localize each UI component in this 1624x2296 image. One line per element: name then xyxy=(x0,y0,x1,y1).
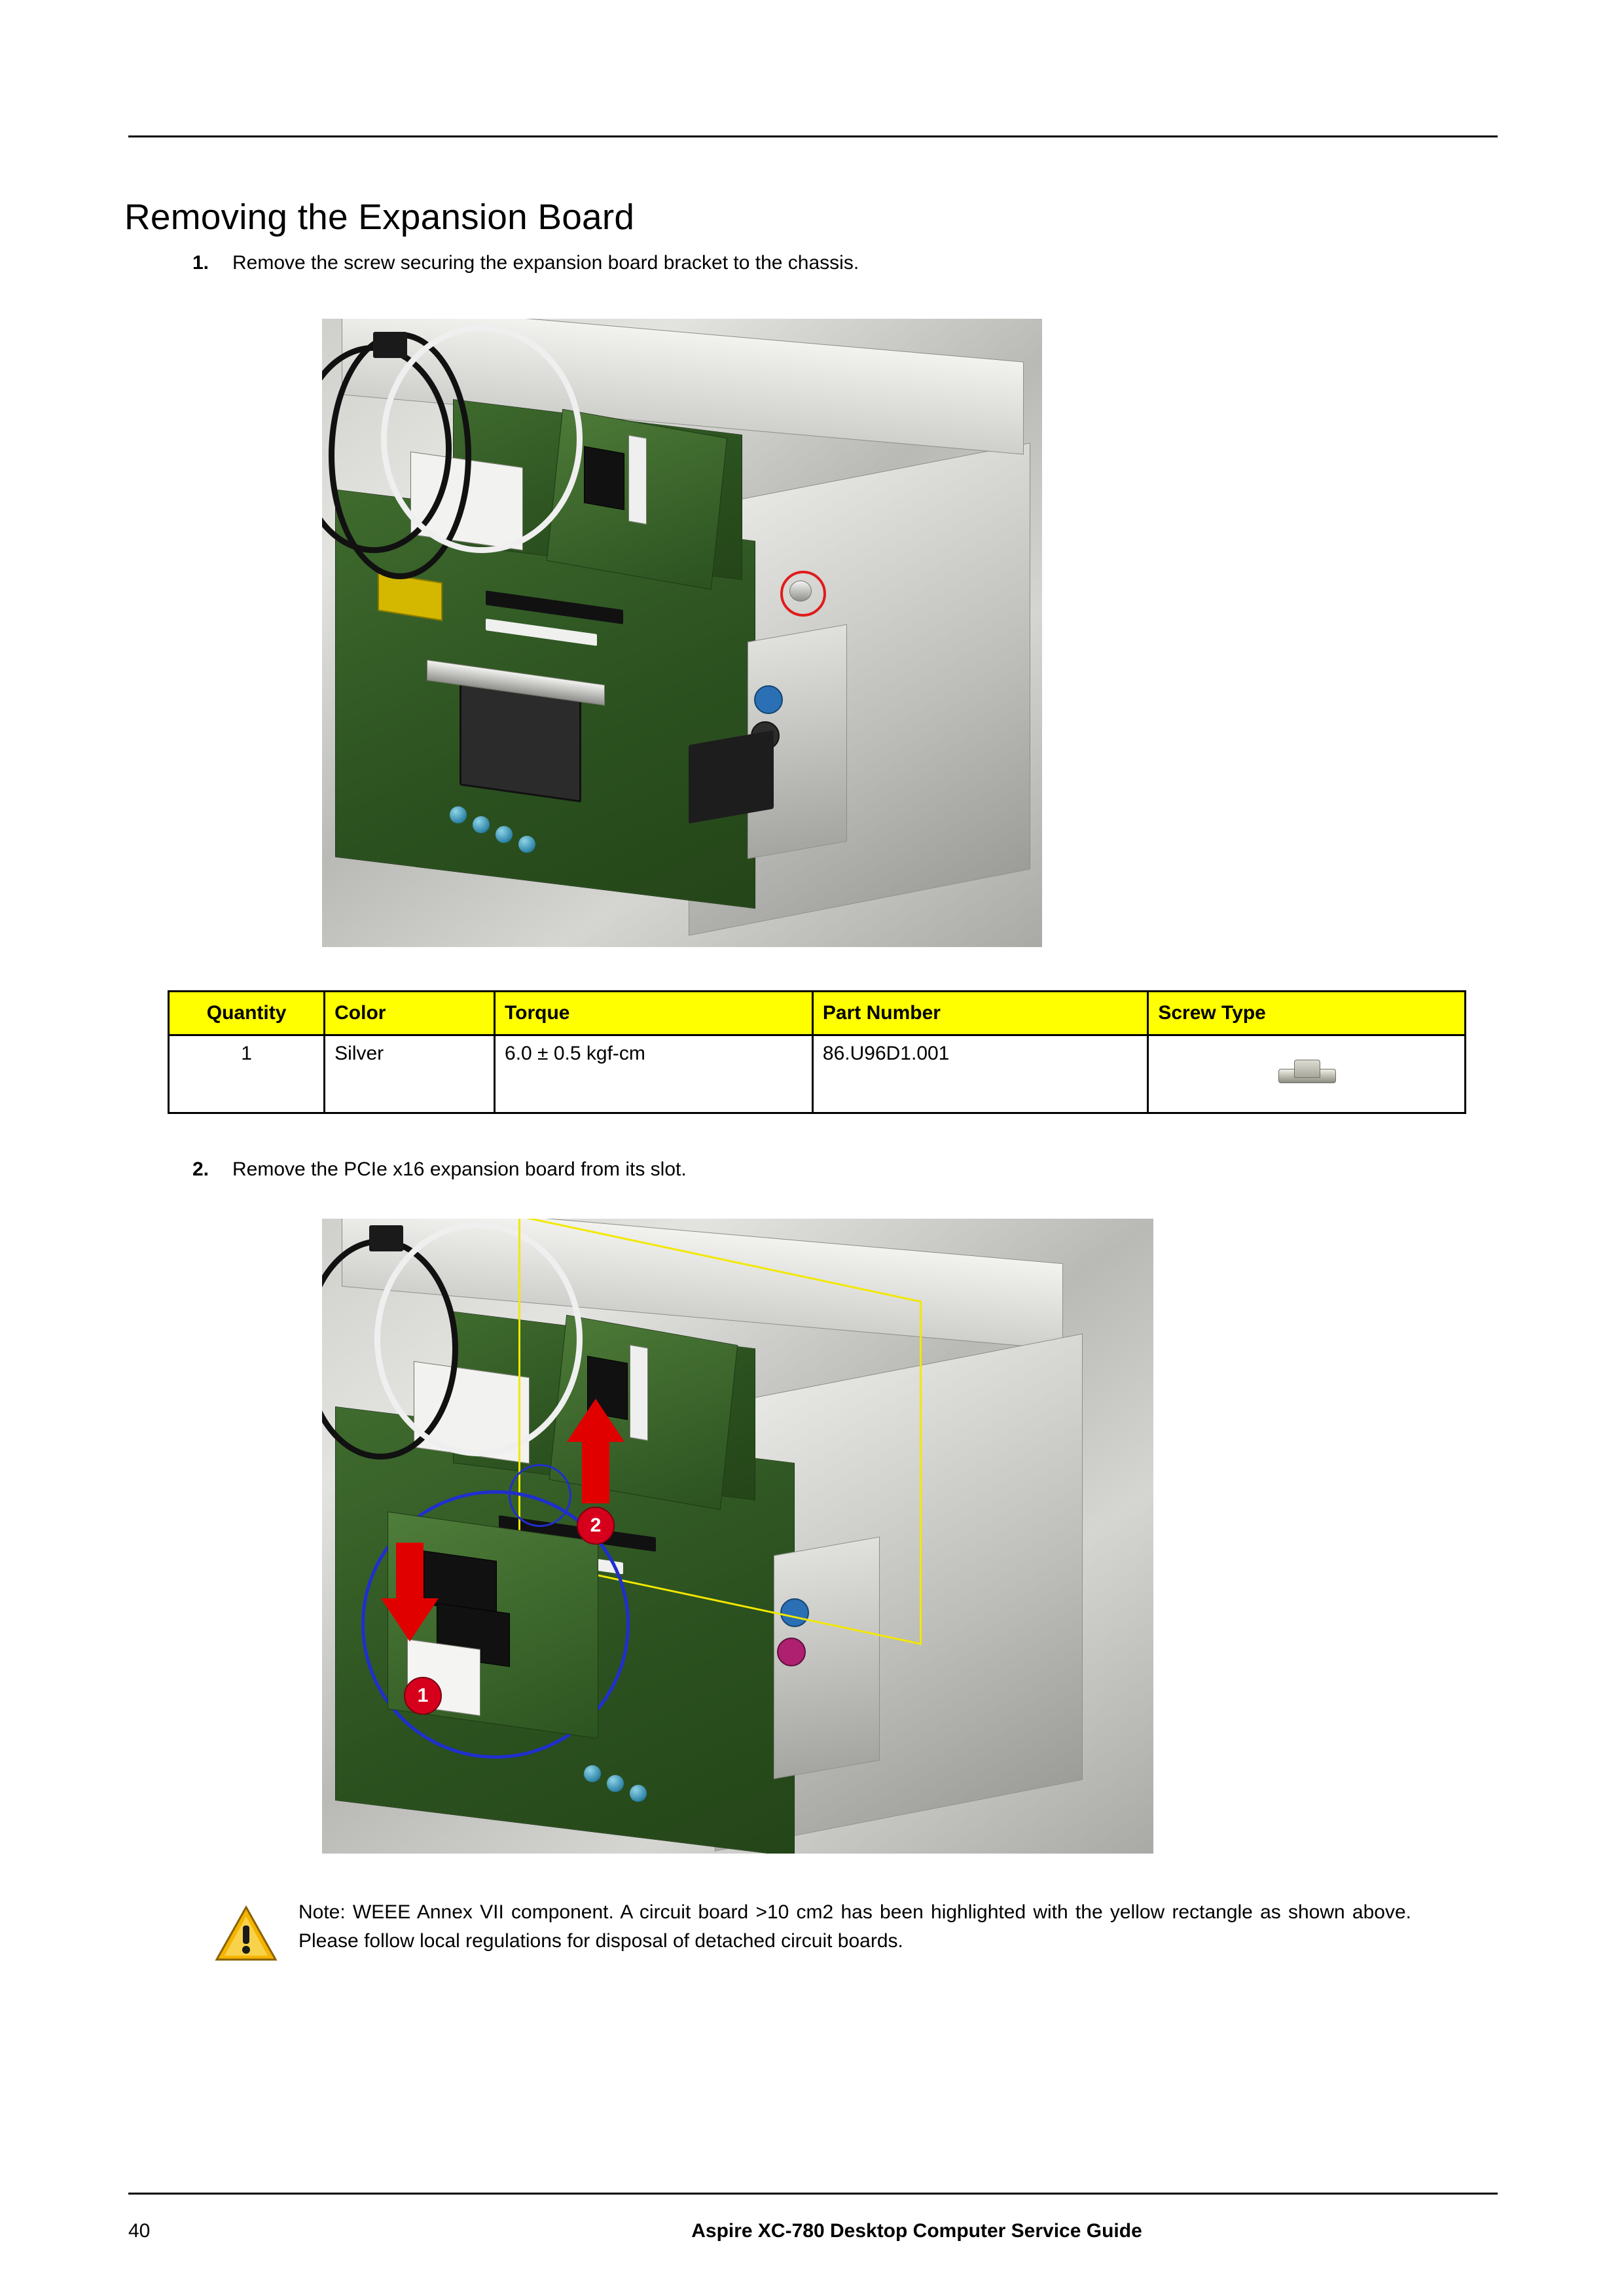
capacitor xyxy=(607,1775,624,1792)
capacitor xyxy=(496,826,513,843)
screw-icon xyxy=(1158,1043,1455,1094)
step-2-number: 2. xyxy=(192,1158,209,1180)
figure-expansion-board-removal xyxy=(322,1219,1153,1854)
warning-triangle-icon xyxy=(215,1905,278,1962)
capacitor xyxy=(630,1785,647,1802)
cell-torque: 6.0 ± 0.5 kgf-cm xyxy=(495,1035,813,1113)
callout-2: 2 xyxy=(577,1507,615,1545)
audio-jack xyxy=(754,685,783,714)
step-1 xyxy=(180,250,1358,276)
press-latch-direction xyxy=(396,1543,424,1602)
capacitor xyxy=(473,816,490,833)
screw xyxy=(789,581,812,601)
cell-quantity: 1 xyxy=(169,1035,325,1113)
callout-1: 1 xyxy=(404,1677,442,1715)
cpu-socket xyxy=(460,683,581,802)
table-header-row xyxy=(169,992,1466,1035)
table-row xyxy=(169,1035,1466,1113)
cell-part-number: 86.U96D1.001 xyxy=(812,1035,1147,1113)
board-label xyxy=(628,435,647,525)
footer-page-number: 40 xyxy=(128,2220,151,2242)
header-color: Color xyxy=(325,992,495,1035)
note-text: Note: WEEE Annex VII component. A circuit board >10 cm2 has been highlighted with the yellow rectangle as shown above. Please follow local regulations for disposal of detached circuit boards. xyxy=(298,1901,1411,1952)
footer-rule xyxy=(128,2193,1498,2195)
figure-screw-location xyxy=(322,319,1042,947)
magnified-detail-source xyxy=(509,1464,571,1527)
screw-body xyxy=(1294,1060,1320,1078)
cable-connector xyxy=(373,332,407,358)
step-2 xyxy=(180,1157,1358,1183)
capacitor xyxy=(450,806,467,823)
header-part-number: Part Number xyxy=(812,992,1147,1035)
capacitor xyxy=(518,836,535,853)
audio-jack xyxy=(777,1638,806,1666)
board-chip xyxy=(584,446,624,511)
header-quantity: Quantity xyxy=(169,992,325,1035)
screw-specification-table xyxy=(168,990,1466,1114)
rear-vent xyxy=(689,730,774,824)
lift-board-arrowhead xyxy=(567,1399,624,1442)
header-torque: Torque xyxy=(495,992,813,1035)
step-1-text: Remove the screw securing the expansion board bracket to the chassis. xyxy=(232,252,859,274)
cell-screw-type xyxy=(1148,1035,1466,1113)
header-screw-type: Screw Type xyxy=(1148,992,1466,1035)
screw-glyph xyxy=(1278,1060,1335,1088)
page-title: Removing the Expansion Board xyxy=(124,196,635,237)
cell-color: Silver xyxy=(325,1035,495,1113)
step-1-number: 1. xyxy=(192,252,209,274)
cable-white xyxy=(381,325,583,553)
step-2-text: Remove the PCIe x16 expansion board from its slot. xyxy=(232,1158,687,1180)
lift-board-direction xyxy=(582,1438,609,1503)
header-rule xyxy=(128,135,1498,137)
press-latch-arrowhead xyxy=(381,1598,439,1641)
footer-title: Aspire XC-780 Desktop Computer Service Guide xyxy=(691,2220,1142,2242)
cable-connector xyxy=(369,1225,403,1251)
capacitor xyxy=(584,1765,601,1782)
